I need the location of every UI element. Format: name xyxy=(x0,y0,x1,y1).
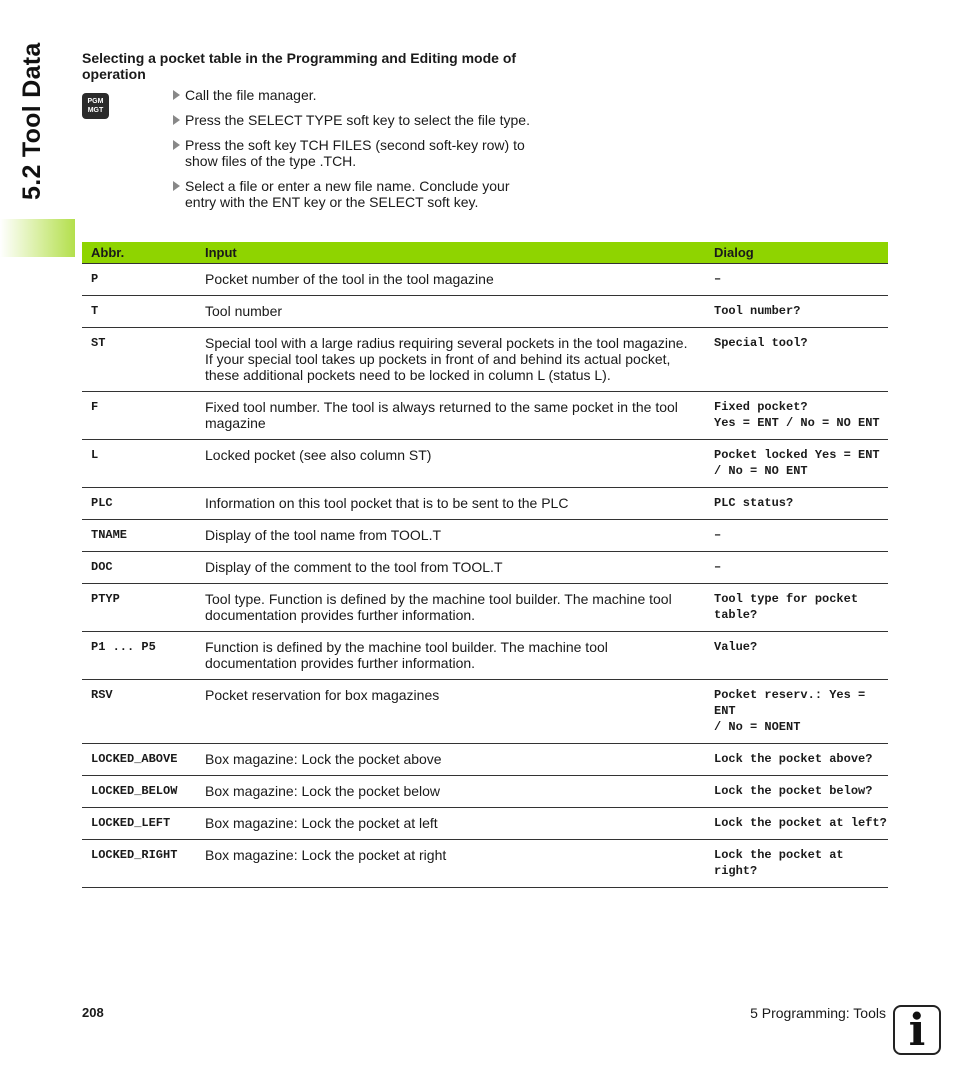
cell-abbr: DOC xyxy=(82,552,196,584)
cell-dialog: PLC status? xyxy=(705,488,888,520)
key-label-line2: MGT xyxy=(87,107,104,114)
table-row xyxy=(82,520,888,552)
cell-abbr: P1 ... P5 xyxy=(82,632,196,680)
cell-dialog: Special tool? xyxy=(705,328,888,392)
step-item xyxy=(172,87,532,103)
info-icon: i xyxy=(893,1005,941,1055)
cell-input: Tool number xyxy=(196,296,705,328)
cell-input: Information on this tool pocket that is to be sent to the PLC xyxy=(196,488,705,520)
cell-abbr: RSV xyxy=(82,680,196,744)
step-item xyxy=(172,112,532,128)
cell-input: Fixed tool number. The tool is always returned to the same pocket in the tool magazine xyxy=(196,392,705,440)
cell-input: Function is defined by the machine tool builder. The machine tool documentation provides further information. xyxy=(196,632,705,680)
step-text: Press the soft key TCH FILES (second soft-key row) to show files of the type .TCH. xyxy=(185,137,525,169)
table-row xyxy=(82,440,888,488)
cell-input: Pocket number of the tool in the tool magazine xyxy=(196,264,705,296)
cell-dialog: Pocket locked Yes = ENT / No = NO ENT xyxy=(705,440,888,488)
table-row xyxy=(82,744,888,776)
arrow-right-icon xyxy=(173,115,180,125)
step-text: Select a file or enter a new file name. Conclude your entry with the ENT key or the SELECT soft key. xyxy=(185,178,510,210)
table-row xyxy=(82,488,888,520)
table-row xyxy=(82,584,888,632)
arrow-right-icon xyxy=(173,181,180,191)
cell-input: Display of the tool name from TOOL.T xyxy=(196,520,705,552)
table-row xyxy=(82,264,888,296)
cell-dialog: Fixed pocket? Yes = ENT / No = NO ENT xyxy=(705,392,888,440)
pgm-mgt-key-icon xyxy=(82,93,109,119)
cell-dialog: Tool type for pocket table? xyxy=(705,584,888,632)
header-input: Input xyxy=(196,242,705,264)
cell-dialog: Lock the pocket at right? xyxy=(705,840,888,888)
cell-dialog: Tool number? xyxy=(705,296,888,328)
cell-dialog: Lock the pocket at left? xyxy=(705,808,888,840)
chapter-footer: 5 Programming: Tools xyxy=(750,1005,886,1021)
cell-dialog: – xyxy=(705,552,888,584)
cell-input: Locked pocket (see also column ST) xyxy=(196,440,705,488)
cell-dialog: Value? xyxy=(705,632,888,680)
pocket-table-columns xyxy=(82,242,888,888)
table-row xyxy=(82,808,888,840)
cell-abbr: L xyxy=(82,440,196,488)
cell-input: Box magazine: Lock the pocket at right xyxy=(196,840,705,888)
key-label-line1: PGM xyxy=(87,98,104,105)
chapter-tab-marker xyxy=(0,219,75,257)
cell-abbr: T xyxy=(82,296,196,328)
table-row xyxy=(82,296,888,328)
cell-dialog: Lock the pocket above? xyxy=(705,744,888,776)
table-row xyxy=(82,552,888,584)
table-header-row xyxy=(82,242,888,264)
cell-input: Box magazine: Lock the pocket above xyxy=(196,744,705,776)
step-item xyxy=(172,137,532,169)
table-row xyxy=(82,632,888,680)
page-number: 208 xyxy=(82,1005,104,1020)
header-abbr: Abbr. xyxy=(82,242,196,264)
cell-dialog: – xyxy=(705,264,888,296)
cell-abbr: F xyxy=(82,392,196,440)
step-text: Press the SELECT TYPE soft key to select the file type. xyxy=(185,112,530,128)
arrow-right-icon xyxy=(173,90,180,100)
cell-abbr: LOCKED_LEFT xyxy=(82,808,196,840)
table-row xyxy=(82,840,888,888)
cell-abbr: LOCKED_BELOW xyxy=(82,776,196,808)
instruction-steps xyxy=(172,87,532,219)
arrow-right-icon xyxy=(173,140,180,150)
cell-input: Box magazine: Lock the pocket below xyxy=(196,776,705,808)
cell-dialog: Lock the pocket below? xyxy=(705,776,888,808)
side-chapter-title: 5.2 Tool Data xyxy=(18,42,46,200)
header-dialog: Dialog xyxy=(705,242,888,264)
step-item xyxy=(172,178,532,210)
cell-dialog: – xyxy=(705,520,888,552)
cell-input: Pocket reservation for box magazines xyxy=(196,680,705,744)
section-heading: Selecting a pocket table in the Programming and Editing mode of operation xyxy=(82,50,517,82)
table-row xyxy=(82,328,888,392)
table-row xyxy=(82,392,888,440)
cell-abbr: TNAME xyxy=(82,520,196,552)
cell-abbr: LOCKED_RIGHT xyxy=(82,840,196,888)
cell-input: Box magazine: Lock the pocket at left xyxy=(196,808,705,840)
cell-input: Tool type. Function is defined by the machine tool builder. The machine tool documentation provides further information. xyxy=(196,584,705,632)
cell-abbr: LOCKED_ABOVE xyxy=(82,744,196,776)
cell-dialog: Pocket reserv.: Yes = ENT / No = NOENT xyxy=(705,680,888,744)
cell-abbr: PTYP xyxy=(82,584,196,632)
cell-abbr: ST xyxy=(82,328,196,392)
cell-input: Display of the comment to the tool from TOOL.T xyxy=(196,552,705,584)
cell-abbr: P xyxy=(82,264,196,296)
cell-input: Special tool with a large radius requiring several pockets in the tool magazine. If your special tool takes up pockets in front of and behind its actual pocket, these additional pockets need to be locked in column L (status L). xyxy=(196,328,705,392)
step-text: Call the file manager. xyxy=(185,87,317,103)
cell-abbr: PLC xyxy=(82,488,196,520)
table-row xyxy=(82,680,888,744)
table-row xyxy=(82,776,888,808)
